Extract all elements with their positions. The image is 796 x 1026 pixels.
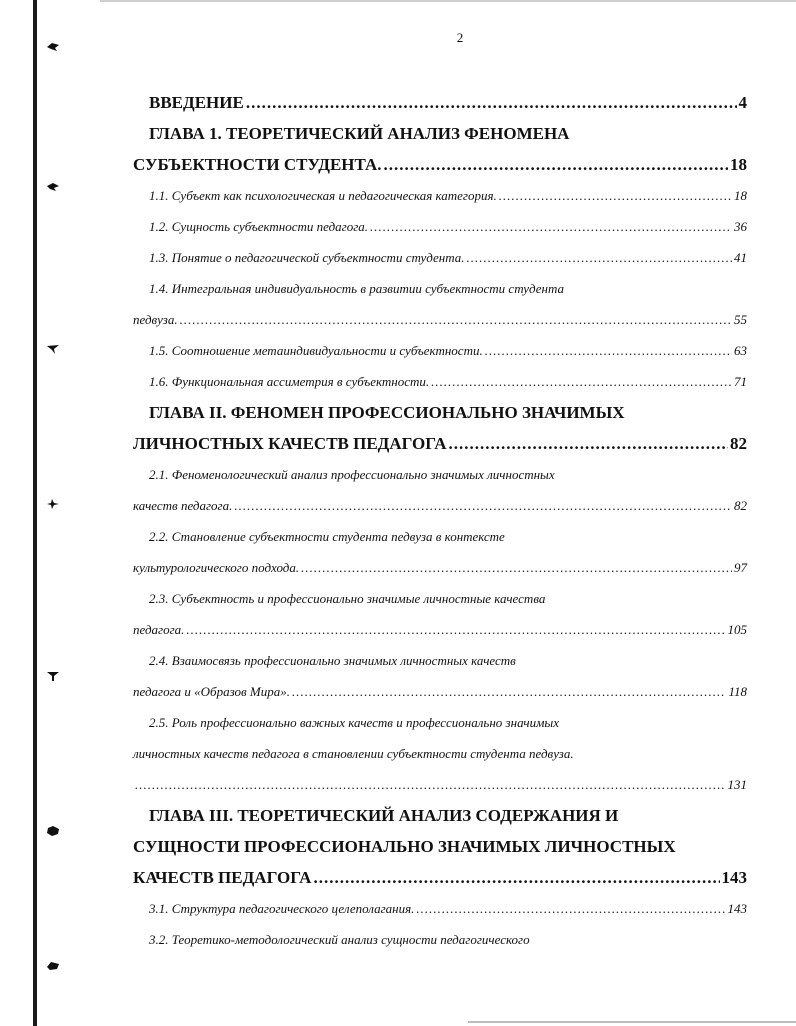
toc-entry	[133, 397, 747, 428]
toc-entry-title: 1.5. Соотношение метаиндивидуальности и субъектности.	[149, 343, 483, 358]
toc-entry-title: ГЛАВА 1. ТЕОРЕТИЧЕСКИЙ АНАЛИЗ ФЕНОМЕНА	[149, 124, 570, 143]
toc-entry	[133, 676, 747, 707]
toc-entry-title: 3.2. Теоретико-методологический анализ сущности педагогического	[149, 932, 530, 947]
toc-page-number: 55	[734, 312, 747, 327]
toc-entry	[133, 366, 747, 397]
toc-entry-title: 1.4. Интегральная индивидуальность в развитии субъектности студента	[149, 281, 564, 296]
toc-entry	[133, 242, 747, 273]
toc-page-number: 131	[727, 777, 747, 792]
toc-entry-title: СУБЪЕКТНОСТИ СТУДЕНТА.	[133, 155, 382, 174]
toc-entry	[133, 304, 747, 335]
dot-leader	[449, 428, 728, 459]
toc-entry-title: 1.6. Функциональная ассиметрия в субъектности.	[149, 374, 430, 389]
dot-leader	[485, 335, 732, 366]
toc-entry	[133, 180, 747, 211]
page-number: 2	[456, 30, 464, 45]
toc-entry-title: ГЛАВА III. ТЕОРЕТИЧЕСКИЙ АНАЛИЗ СОДЕРЖАНИЯ И	[149, 806, 619, 825]
toc-entry	[133, 149, 747, 180]
binding-hole-mark	[46, 344, 60, 354]
dot-leader	[301, 552, 732, 583]
toc-page-number: 36	[734, 219, 747, 234]
toc-entry	[133, 831, 747, 862]
binding-hole-mark	[46, 499, 60, 509]
binding-hole-mark	[46, 961, 60, 971]
toc-page-number: 63	[734, 343, 747, 358]
toc-entry	[133, 862, 747, 893]
toc-entry	[133, 521, 747, 552]
toc-entry	[133, 273, 747, 304]
toc-entry	[133, 490, 747, 521]
dot-leader	[313, 862, 719, 893]
toc-entry	[133, 428, 747, 459]
toc-entry-title: культурологического подхода.	[133, 560, 300, 575]
toc-entry-title: качеств педагога.	[133, 498, 233, 513]
toc-entry-title: 2.3. Субъектность и профессионально значимые личностные качества	[149, 591, 546, 606]
toc-entry	[133, 583, 747, 614]
dot-leader	[499, 180, 732, 211]
dot-leader	[292, 676, 726, 707]
toc-entry	[133, 645, 747, 676]
binding-hole-mark	[46, 182, 60, 192]
toc-entry-title: педагога и «Образов Мира».	[133, 684, 290, 699]
toc-page-number: 41	[734, 250, 747, 265]
toc-page-number: 118	[728, 684, 747, 699]
toc-page-number: 97	[734, 560, 747, 575]
binding-hole-mark	[46, 826, 60, 836]
bottom-edge-line	[468, 1021, 796, 1023]
toc-entry	[133, 893, 747, 924]
toc-page-number: 18	[734, 188, 747, 203]
toc-page-number: 143	[727, 901, 747, 916]
dot-leader	[135, 769, 726, 800]
dot-leader	[246, 87, 737, 118]
toc-entry-title: 1.1. Субъект как психологическая и педагогическая категория.	[149, 188, 497, 203]
toc-entry	[133, 87, 747, 118]
toc-entry-title: КАЧЕСТВ ПЕДАГОГА	[133, 868, 312, 887]
dot-leader	[180, 304, 732, 335]
toc-entry-title: педагога.	[133, 622, 185, 637]
toc-entry-title: личностных качеств педагога в становлении субъектности студента педвуза.	[133, 746, 574, 761]
toc-page-number: 71	[734, 374, 747, 389]
dot-leader	[186, 614, 725, 645]
toc-entry	[133, 707, 747, 738]
toc-entry-title: 2.5. Роль профессионально важных качеств и профессионально значимых	[149, 715, 559, 730]
toc-page-number: 82	[730, 434, 747, 453]
dot-leader	[384, 149, 728, 180]
toc-entry	[133, 769, 747, 800]
toc-entry	[133, 335, 747, 366]
toc-page-number: 4	[738, 93, 747, 112]
toc-entry-title: ГЛАВА II. ФЕНОМЕН ПРОФЕССИОНАЛЬНО ЗНАЧИМЫХ	[149, 403, 625, 422]
toc-entry-title: ВВЕДЕНИЕ	[149, 93, 244, 112]
toc-entry-title: 2.1. Феноменологический анализ профессионально значимых личностных	[149, 467, 555, 482]
binding-hole-mark	[46, 671, 60, 681]
toc-entry	[133, 924, 747, 955]
dot-leader	[370, 211, 732, 242]
dot-leader	[467, 242, 732, 273]
toc-entry	[133, 800, 747, 831]
toc-entry-title: 2.4. Взаимосвязь профессионально значимых личностных качеств	[149, 653, 516, 668]
toc-entry	[133, 738, 747, 769]
toc-entry-title: 1.2. Сущность субъектности педагога.	[149, 219, 369, 234]
toc-entry-title: 1.3. Понятие о педагогической субъектности студента.	[149, 250, 465, 265]
toc-page-number: 105	[727, 622, 747, 637]
toc-entry	[133, 118, 747, 149]
binding-edge	[33, 0, 37, 1026]
dot-leader	[234, 490, 732, 521]
toc-entry	[133, 459, 747, 490]
toc-page-number: 143	[721, 868, 747, 887]
toc-entry	[133, 211, 747, 242]
toc-entry-title: СУЩНОСТИ ПРОФЕССИОНАЛЬНО ЗНАЧИМЫХ ЛИЧНОСТНЫХ	[133, 837, 676, 856]
toc-page-number: 18	[730, 155, 747, 174]
top-edge-line	[100, 0, 796, 2]
toc-page-number: 82	[734, 498, 747, 513]
toc-entry	[133, 552, 747, 583]
toc-entry-title: педвуза.	[133, 312, 178, 327]
toc-entry	[133, 614, 747, 645]
toc-entry-title: 3.1. Структура педагогического целеполагания.	[149, 901, 415, 916]
dot-leader	[416, 893, 725, 924]
toc-entry-title: ЛИЧНОСТНЫХ КАЧЕСТВ ПЕДАГОГА	[133, 434, 447, 453]
table-of-contents	[133, 87, 747, 955]
toc-entry-title: 2.2. Становление субъектности студента педвуза в контексте	[149, 529, 505, 544]
dot-leader	[431, 366, 732, 397]
